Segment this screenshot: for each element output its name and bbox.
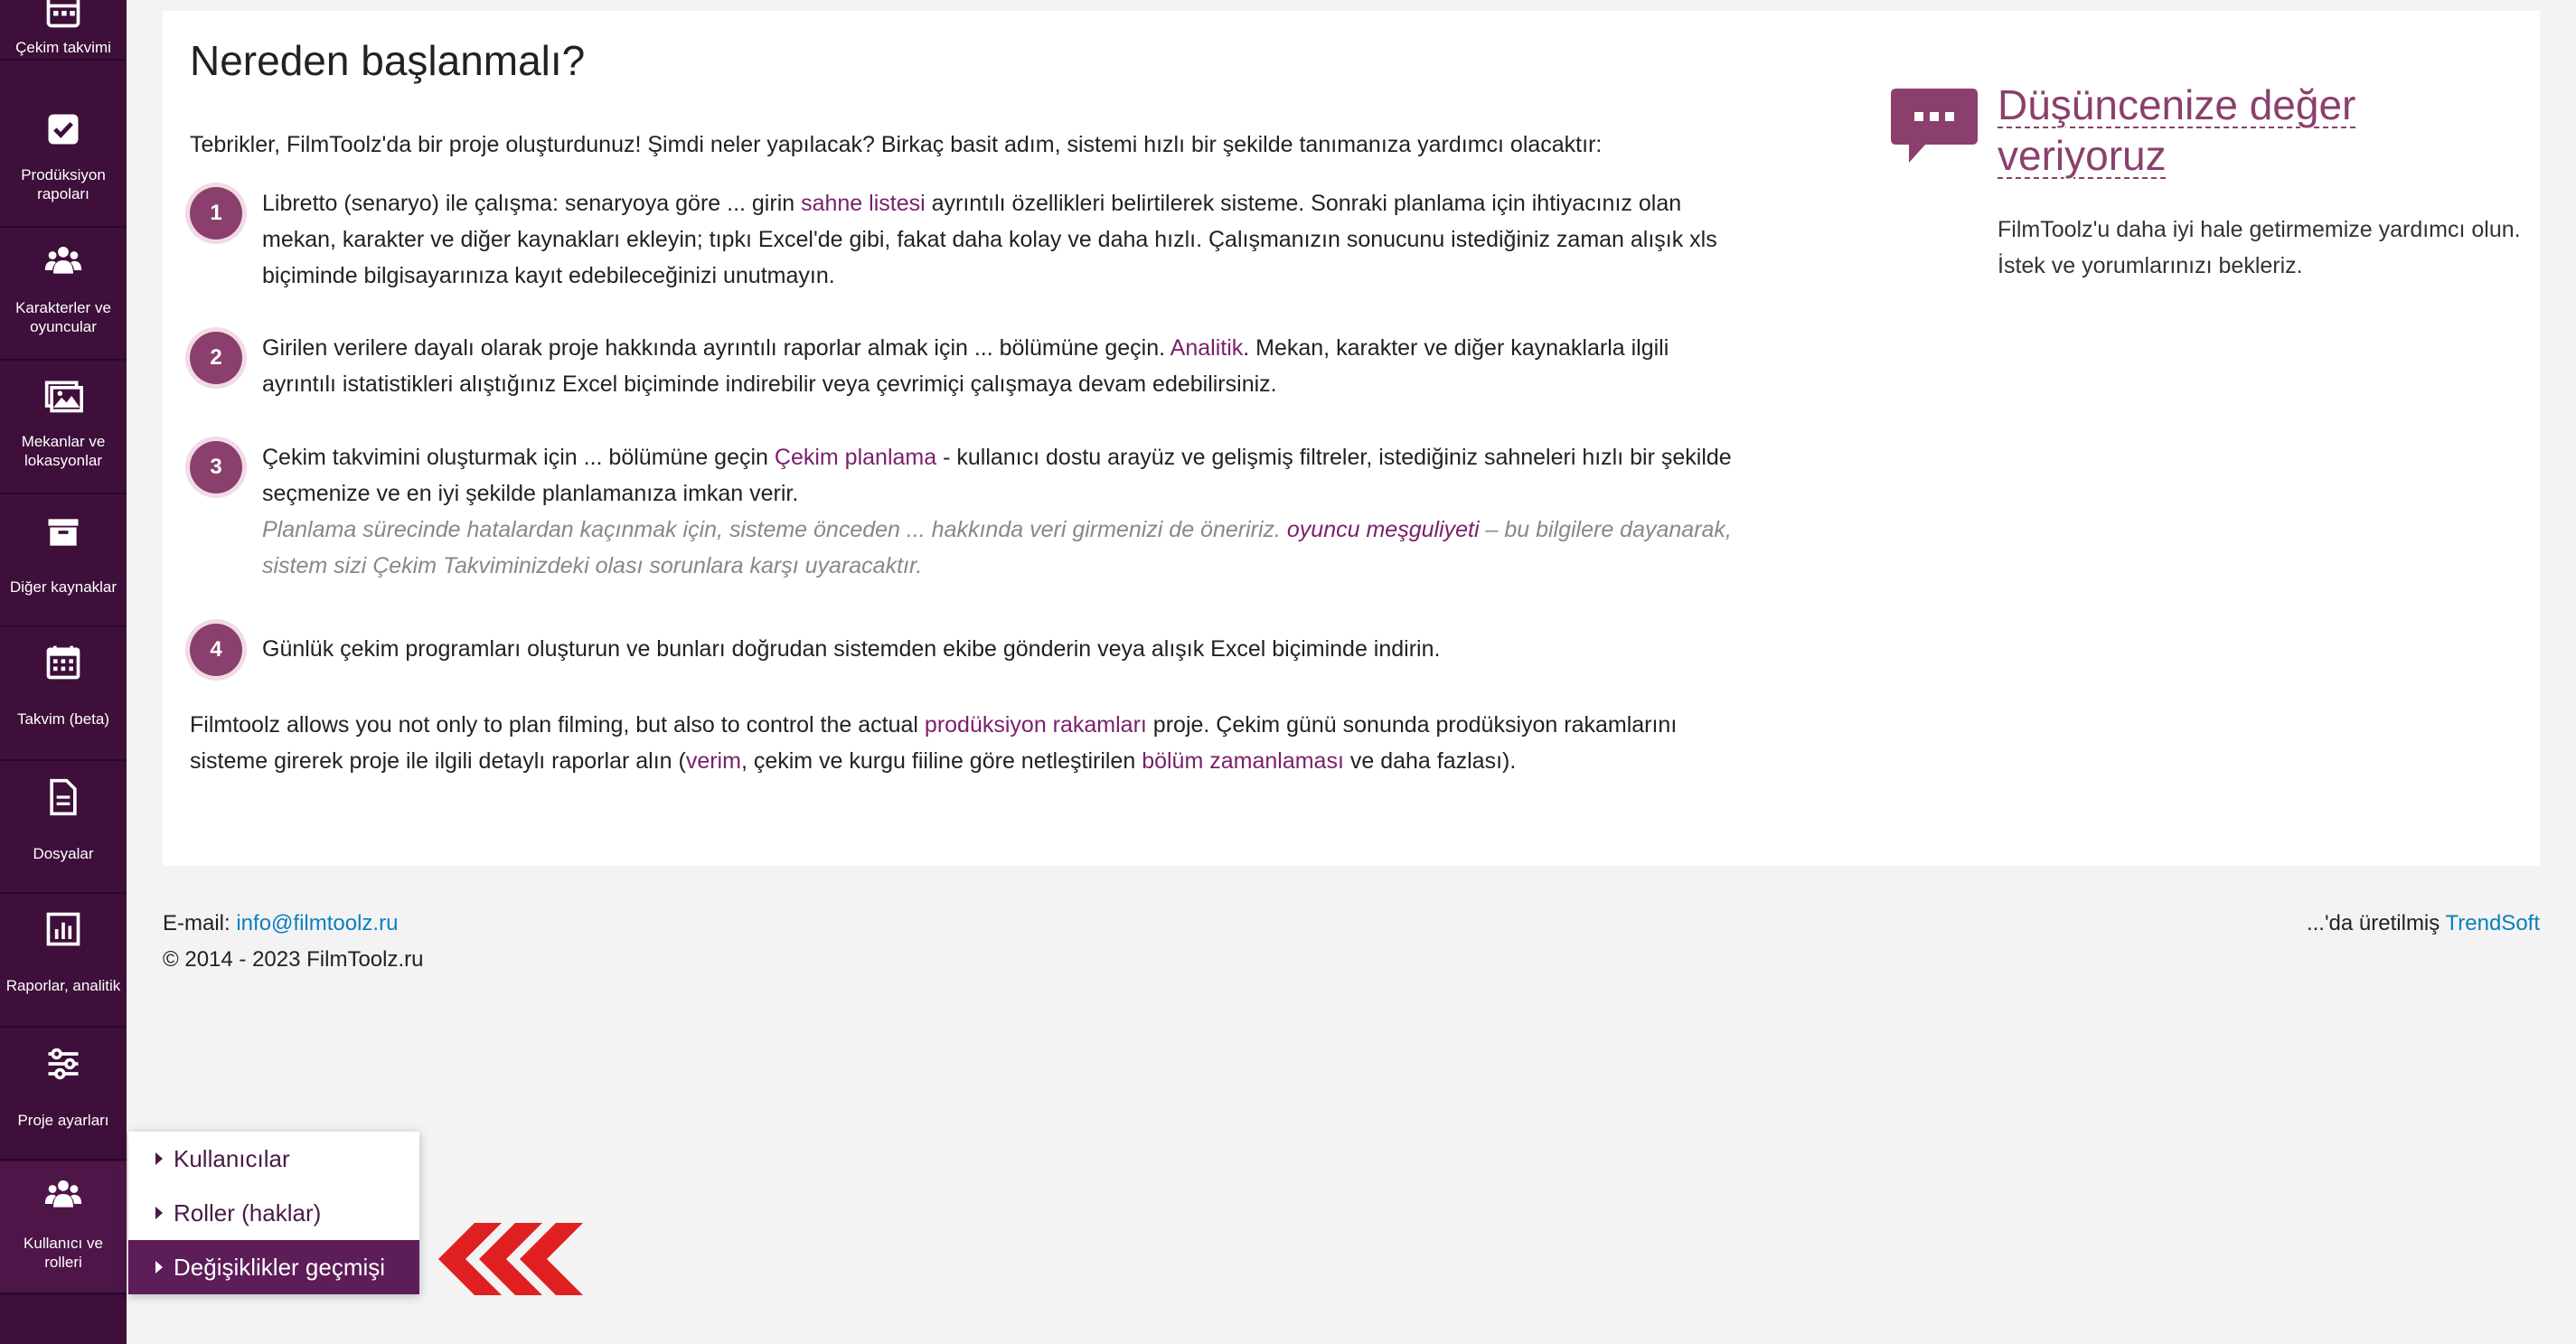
- step-text-part: Girilen verilere dayalı olarak proje hakkında ayrıntılı raporlar almak için ... bölümüne geçin.: [262, 335, 1170, 361]
- sidebar-item-produksiyon-raporlari[interactable]: [0, 95, 127, 228]
- submenu-item-kullanicilar[interactable]: [128, 1132, 419, 1186]
- step-number: 2: [190, 332, 242, 384]
- step-text: [262, 439, 1744, 584]
- step-text: Günlük çekim programları oluşturun ve bunları doğrudan sistemden ekibe gönderin veya alışık Excel biçiminde indirin.: [262, 636, 1441, 662]
- text-part: ve daha fazlası).: [1343, 748, 1517, 774]
- step-text: [262, 185, 1744, 294]
- made-by-prefix: ...'da üretilmiş: [2306, 911, 2446, 935]
- image-icon: [43, 376, 83, 416]
- main-panel: [163, 11, 2540, 866]
- sidebar-item-label: Çekim takvimi: [15, 39, 111, 56]
- submenu-item-roller[interactable]: [128, 1186, 419, 1240]
- produksiyon-rakamlari-link[interactable]: prodüksiyon rakamları: [924, 712, 1147, 738]
- sidebar-item-diger-kaynaklar[interactable]: [0, 494, 127, 627]
- step-hint: [262, 517, 1732, 578]
- step-text-part: Çekim takvimini oluşturmak için ... bölümüne geçin: [262, 445, 775, 470]
- page-title: Nereden başlanmalı?: [190, 37, 586, 84]
- hint-part: Planlama sürecinde hatalardan kaçınmak için, sisteme önceden ... hakkında veri girmenizi de öneririz.: [262, 517, 1287, 542]
- email-label: E-mail:: [163, 911, 237, 935]
- sliders-icon: [43, 1044, 83, 1084]
- sidebar-item-label: Mekanlar ve lokasyonlar: [21, 433, 106, 469]
- calendar-grid-icon: [43, 0, 83, 31]
- production-figures-text: [190, 707, 1744, 779]
- email-link[interactable]: info@filmtoolz.ru: [236, 911, 399, 935]
- step-number: 4: [190, 624, 242, 676]
- step-text-part: Libretto (senaryo) ile çalışma: senaryoya göre ... girin: [262, 191, 802, 216]
- step-text-part: . Mekan, karakter ve diğer kaynaklarla ilgili ayrıntılı istatistikleri alıştığınız Excel biçiminde indirebilir veya çevrimiçi çalışmaya devam edebilirsiniz.: [262, 335, 1669, 397]
- document-icon: [43, 777, 83, 817]
- sidebar-item-label: Kullanıcı ve rolleri: [24, 1235, 103, 1271]
- verim-link[interactable]: verim: [685, 748, 741, 774]
- copyright: © 2014 - 2023 FilmToolz.ru: [163, 947, 424, 972]
- footer-contact: [163, 906, 423, 978]
- sahne-listesi-link[interactable]: sahne listesi: [801, 191, 926, 216]
- sidebar-item-karakterler[interactable]: [0, 228, 127, 361]
- caret-right-icon: [155, 1152, 163, 1165]
- sidebar-item-takvim-beta[interactable]: [0, 628, 127, 761]
- submenu-item-label: Roller (haklar): [174, 1199, 322, 1227]
- step-text-part: - kullanıcı dostu arayüz ve gelişmiş filtreler, istediğiniz sahneleri hızlı bir şekilde seçmenize ve en iyi şekilde planlamanıza imkan verir.: [262, 445, 1732, 506]
- sidebar-item-label: Proje ayarları: [17, 1112, 109, 1129]
- speech-bubble-icon[interactable]: [1889, 83, 1979, 174]
- analitik-link[interactable]: Analitik: [1170, 335, 1244, 361]
- footer-credit: [2307, 906, 2540, 942]
- feedback-text: FilmToolz'u daha iyi hale getirmemize yardımcı olun. İstek ve yorumlarınızı bekleriz.: [1998, 217, 2521, 278]
- intro-text: Tebrikler, FilmToolz'da bir proje oluşturdunuz! Şimdi neler yapılacak? Birkaç basit adım, sistemi hızlı bir şekilde tanımanıza yardımcı olacaktır:: [190, 132, 1603, 157]
- sidebar: [0, 0, 127, 1344]
- step-number: 3: [190, 441, 242, 493]
- people-icon: [43, 240, 83, 280]
- feedback-title-link[interactable]: Düşüncenize değer veriyoruz: [1998, 81, 2356, 179]
- step-number: 1: [190, 187, 242, 240]
- trendsoft-link[interactable]: TrendSoft: [2445, 911, 2540, 935]
- bolum-zamanlamasi-link[interactable]: bölüm zamanlaması: [1142, 748, 1344, 774]
- users-icon: [43, 1174, 83, 1214]
- sidebar-item-mekanlar[interactable]: [0, 362, 127, 494]
- caret-right-icon: [155, 1207, 163, 1219]
- text-part: Filmtoolz allows you not only to plan filming, but also to control the actual: [190, 712, 925, 738]
- sidebar-item-label: Dosyalar: [33, 845, 94, 862]
- oyuncu-mesguliyeti-link[interactable]: oyuncu meşguliyeti: [1286, 517, 1480, 542]
- hint-part: – bu bilgilere dayanarak, sistem sizi Çekim Takviminizdeki olası sorunlara karşı uyaracaktır.: [262, 517, 1732, 578]
- sidebar-item-label: Karakterler ve oyuncular: [15, 299, 111, 335]
- sidebar-item-dosyalar[interactable]: [0, 761, 127, 894]
- archive-box-icon: [43, 512, 83, 552]
- bar-chart-icon: [43, 909, 83, 949]
- step-text-part: ayrıntılı özellikleri belirtilerek sisteme. Sonraki planlama için ihtiyacınız olan mekan, karakter ve diğer kaynakları ekleyin; tıpkı Excel'de gibi, fakat daha kolay ve daha hızlı. Çalışmanızın sonucunu istediğiniz zaman alışık xls biçiminde bilgisayarınıza kayıt edebileceğinizi unutmayın.: [262, 191, 1717, 288]
- sidebar-item-raporlar[interactable]: [0, 895, 127, 1028]
- text-part: , çekim ve kurgu fiiline göre netleştirilen: [740, 748, 1142, 774]
- calendar-icon: [43, 643, 83, 682]
- submenu-item-label: Kullanıcılar: [174, 1145, 290, 1172]
- submenu-item-degisiklikler-gecmisi[interactable]: [128, 1240, 419, 1294]
- sidebar-item-label: Raporlar, analitik: [5, 977, 121, 994]
- pointer-arrow-icon: [438, 1223, 583, 1295]
- sidebar-item-label: Takvim (beta): [16, 710, 110, 728]
- submenu-item-label: Değişiklikler geçmişi: [174, 1254, 386, 1281]
- sidebar-item-proje-ayarlari[interactable]: [0, 1028, 127, 1161]
- caret-right-icon: [155, 1261, 163, 1274]
- step-text: [262, 330, 1744, 402]
- sidebar-item-label: Prodüksiyon rapoları: [21, 166, 106, 202]
- users-submenu: [128, 1132, 419, 1294]
- sidebar-item-label: Diğer kaynaklar: [9, 578, 118, 596]
- sidebar-item-cekim-takvimi[interactable]: [0, 0, 127, 61]
- text-part: proje. Çekim günü sonunda prodüksiyon rakamlarını sisteme girerek proje ile ilgili detaylı raporlar alın (: [190, 712, 1678, 774]
- checkbox-icon: [43, 109, 83, 149]
- cekim-planlama-link[interactable]: Çekim planlama: [774, 445, 937, 470]
- sidebar-item-kullanici-rolleri[interactable]: [0, 1161, 127, 1294]
